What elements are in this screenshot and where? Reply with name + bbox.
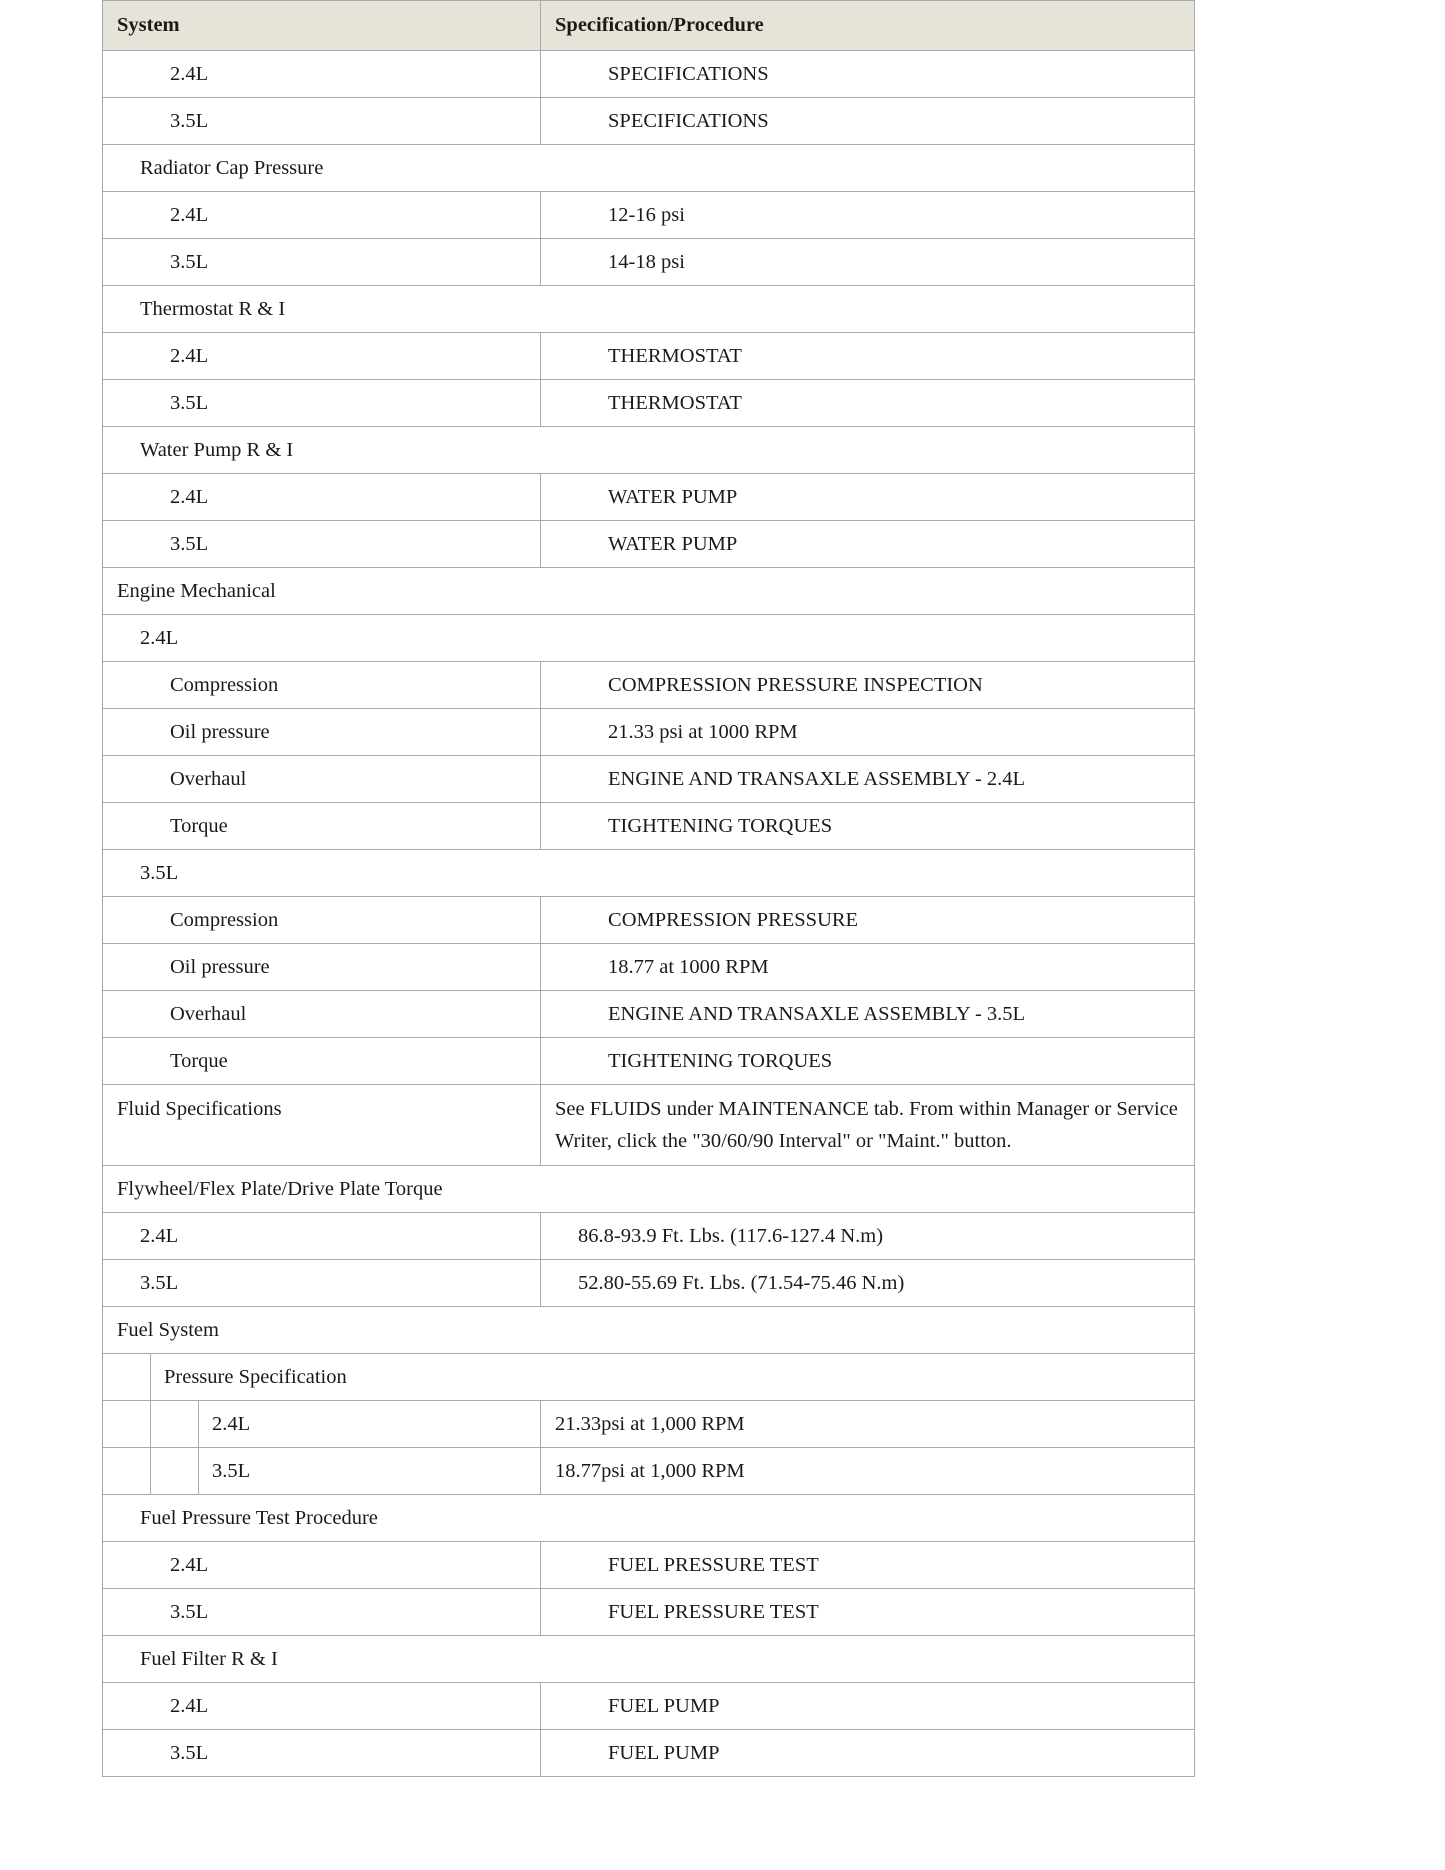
system-cell: 3.5L <box>103 239 541 286</box>
spec-value: 86.8-93.9 Ft. Lbs. (117.6-127.4 N.m) <box>541 1213 1195 1260</box>
subsection-title: Fuel Filter R & I <box>103 1636 1195 1683</box>
spec-link[interactable]: FUEL PRESSURE TEST <box>541 1589 1195 1636</box>
table-row <box>103 521 1195 568</box>
subsection-title: 2.4L <box>103 615 1195 662</box>
section-row <box>103 1307 1195 1354</box>
section-title: Water Pump R & I <box>103 427 1195 474</box>
table-row <box>103 1085 1195 1166</box>
system-cell: Compression <box>103 897 541 944</box>
system-cell: 3.5L <box>103 1260 541 1307</box>
table-row <box>103 1542 1195 1589</box>
spec-link[interactable]: SPECIFICATIONS <box>541 98 1195 145</box>
spec-value: 14-18 psi <box>541 239 1195 286</box>
spec-link[interactable]: ENGINE AND TRANSAXLE ASSEMBLY - 2.4L <box>541 756 1195 803</box>
column-header-system: System <box>103 1 541 51</box>
table-row <box>103 1448 1195 1495</box>
subsection-title: Pressure Specification <box>151 1354 1195 1401</box>
section-title: Flywheel/Flex Plate/Drive Plate Torque <box>103 1166 1195 1213</box>
system-cell: Torque <box>103 1038 541 1085</box>
table-row <box>103 333 1195 380</box>
indent-cell <box>103 1354 151 1401</box>
table-row <box>103 944 1195 991</box>
table-row <box>103 1401 1195 1448</box>
system-cell: 3.5L <box>103 98 541 145</box>
spec-note: See FLUIDS under MAINTENANCE tab. From within Manager or Service Writer, click the "30/60/90 Interval" or "Maint." button. <box>541 1085 1195 1166</box>
spec-link[interactable]: WATER PUMP <box>541 474 1195 521</box>
table-row <box>103 756 1195 803</box>
spec-link[interactable]: SPECIFICATIONS <box>541 51 1195 98</box>
spec-value: 21.33psi at 1,000 RPM <box>541 1401 1195 1448</box>
system-cell: Overhaul <box>103 991 541 1038</box>
system-cell: Overhaul <box>103 756 541 803</box>
spec-link[interactable]: FUEL PUMP <box>541 1683 1195 1730</box>
table-row <box>103 474 1195 521</box>
table-row <box>103 897 1195 944</box>
subsection-title: 3.5L <box>103 850 1195 897</box>
system-cell: 2.4L <box>103 474 541 521</box>
section-row <box>103 615 1195 662</box>
section-row <box>103 1166 1195 1213</box>
system-cell: 2.4L <box>103 192 541 239</box>
spec-value: 18.77 at 1000 RPM <box>541 944 1195 991</box>
system-cell: Oil pressure <box>103 709 541 756</box>
spec-value: 52.80-55.69 Ft. Lbs. (71.54-75.46 N.m) <box>541 1260 1195 1307</box>
table-row <box>103 51 1195 98</box>
section-row <box>103 145 1195 192</box>
section-title: Fuel System <box>103 1307 1195 1354</box>
system-cell: 2.4L <box>103 333 541 380</box>
table-row <box>103 1213 1195 1260</box>
spec-link[interactable]: WATER PUMP <box>541 521 1195 568</box>
spec-link[interactable]: FUEL PUMP <box>541 1730 1195 1777</box>
indent-cell <box>103 1401 151 1448</box>
section-row <box>103 427 1195 474</box>
indent-cell <box>151 1401 199 1448</box>
table-row <box>103 991 1195 1038</box>
section-row <box>103 1495 1195 1542</box>
system-cell: 3.5L <box>103 521 541 568</box>
section-title: Engine Mechanical <box>103 568 1195 615</box>
section-row <box>103 850 1195 897</box>
system-cell: Torque <box>103 803 541 850</box>
spec-link[interactable]: THERMOSTAT <box>541 333 1195 380</box>
table-row <box>103 380 1195 427</box>
system-cell: 2.4L <box>103 51 541 98</box>
section-title: Thermostat R & I <box>103 286 1195 333</box>
spec-value: 12-16 psi <box>541 192 1195 239</box>
section-row <box>103 568 1195 615</box>
table-row <box>103 709 1195 756</box>
spec-link[interactable]: COMPRESSION PRESSURE <box>541 897 1195 944</box>
spec-link[interactable]: FUEL PRESSURE TEST <box>541 1542 1195 1589</box>
table-row <box>103 192 1195 239</box>
spec-link[interactable]: TIGHTENING TORQUES <box>541 1038 1195 1085</box>
column-header-specification: Specification/Procedure <box>541 1 1195 51</box>
specification-table <box>102 0 1195 1777</box>
table-row <box>103 1589 1195 1636</box>
system-cell: 3.5L <box>103 380 541 427</box>
table-row <box>103 662 1195 709</box>
table-row <box>103 803 1195 850</box>
section-row <box>103 1354 1195 1401</box>
system-cell: 2.4L <box>103 1213 541 1260</box>
system-cell: Compression <box>103 662 541 709</box>
table-header-row <box>103 1 1195 51</box>
table-row <box>103 98 1195 145</box>
table-row <box>103 1730 1195 1777</box>
section-title: Radiator Cap Pressure <box>103 145 1195 192</box>
spec-value: 18.77psi at 1,000 RPM <box>541 1448 1195 1495</box>
system-cell: 2.4L <box>103 1542 541 1589</box>
indent-cell <box>151 1448 199 1495</box>
table-row <box>103 239 1195 286</box>
system-cell: Oil pressure <box>103 944 541 991</box>
system-cell: Fluid Specifications <box>103 1085 541 1166</box>
system-cell: 3.5L <box>103 1589 541 1636</box>
system-cell: 3.5L <box>199 1448 541 1495</box>
section-row <box>103 286 1195 333</box>
spec-link[interactable]: ENGINE AND TRANSAXLE ASSEMBLY - 3.5L <box>541 991 1195 1038</box>
subsection-title: Fuel Pressure Test Procedure <box>103 1495 1195 1542</box>
spec-value: 21.33 psi at 1000 RPM <box>541 709 1195 756</box>
spec-link[interactable]: COMPRESSION PRESSURE INSPECTION <box>541 662 1195 709</box>
table-row <box>103 1260 1195 1307</box>
section-row <box>103 1636 1195 1683</box>
system-cell: 2.4L <box>199 1401 541 1448</box>
table-row <box>103 1038 1195 1085</box>
system-cell: 3.5L <box>103 1730 541 1777</box>
table-row <box>103 1683 1195 1730</box>
spec-link[interactable]: TIGHTENING TORQUES <box>541 803 1195 850</box>
indent-cell <box>103 1448 151 1495</box>
spec-link[interactable]: THERMOSTAT <box>541 380 1195 427</box>
system-cell: 2.4L <box>103 1683 541 1730</box>
